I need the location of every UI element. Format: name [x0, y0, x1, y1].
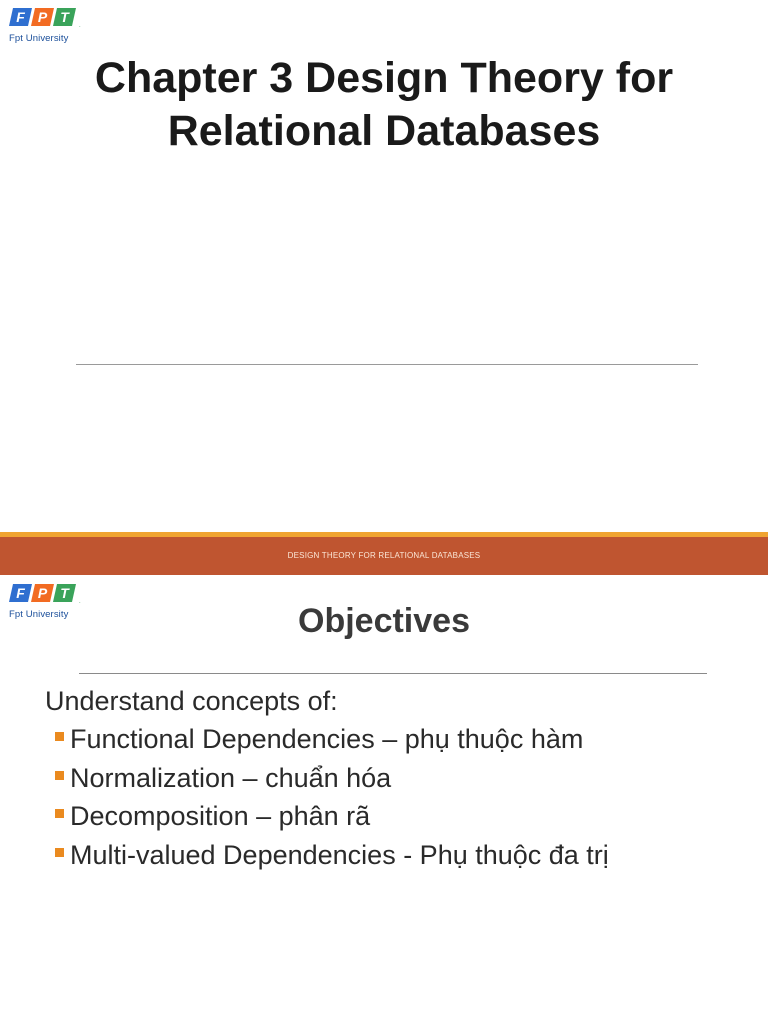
title-divider	[79, 673, 707, 674]
slide-title-line-1: Chapter 3 Design Theory for	[94, 54, 674, 102]
slide-title-line-2: Relational Databases	[167, 107, 601, 155]
bullet-square-icon	[55, 848, 64, 857]
svg-text:.: .	[79, 23, 81, 29]
list-item-text: Multi-valued Dependencies - Phụ thuộc đa trị	[70, 839, 609, 870]
slide-title	[0, 52, 768, 158]
objectives-title: Objectives	[298, 602, 470, 640]
list-item-text: Decomposition – phân rã	[70, 801, 371, 831]
fpt-logo	[8, 6, 88, 46]
objectives-intro: Understand concepts of:	[45, 686, 338, 716]
logo-caption: Fpt University	[9, 33, 69, 44]
slide-2	[0, 575, 768, 1024]
logo-letter-t: T	[60, 9, 69, 25]
bullet-square-icon	[55, 809, 64, 818]
logo-letter-f: F	[16, 585, 25, 601]
bullet-square-icon	[55, 771, 64, 780]
logo-caption: Fpt University	[9, 609, 69, 620]
logo-letter-p: P	[37, 585, 48, 601]
svg-text:.: .	[79, 599, 81, 605]
title-divider	[76, 364, 698, 365]
list-item-text: Normalization – chuẩn hóa	[70, 762, 392, 793]
list-item-text: Functional Dependencies – phụ thuộc hàm	[70, 724, 584, 754]
footer-text: DESIGN THEORY FOR RELATIONAL DATABASES	[287, 551, 481, 560]
bullet-square-icon	[55, 732, 64, 741]
logo-letter-t: T	[60, 585, 69, 601]
slide-footer	[0, 532, 768, 575]
logo-letter-p: P	[37, 9, 48, 25]
fpt-logo-icon	[8, 6, 88, 30]
logo-letter-f: F	[16, 9, 25, 25]
